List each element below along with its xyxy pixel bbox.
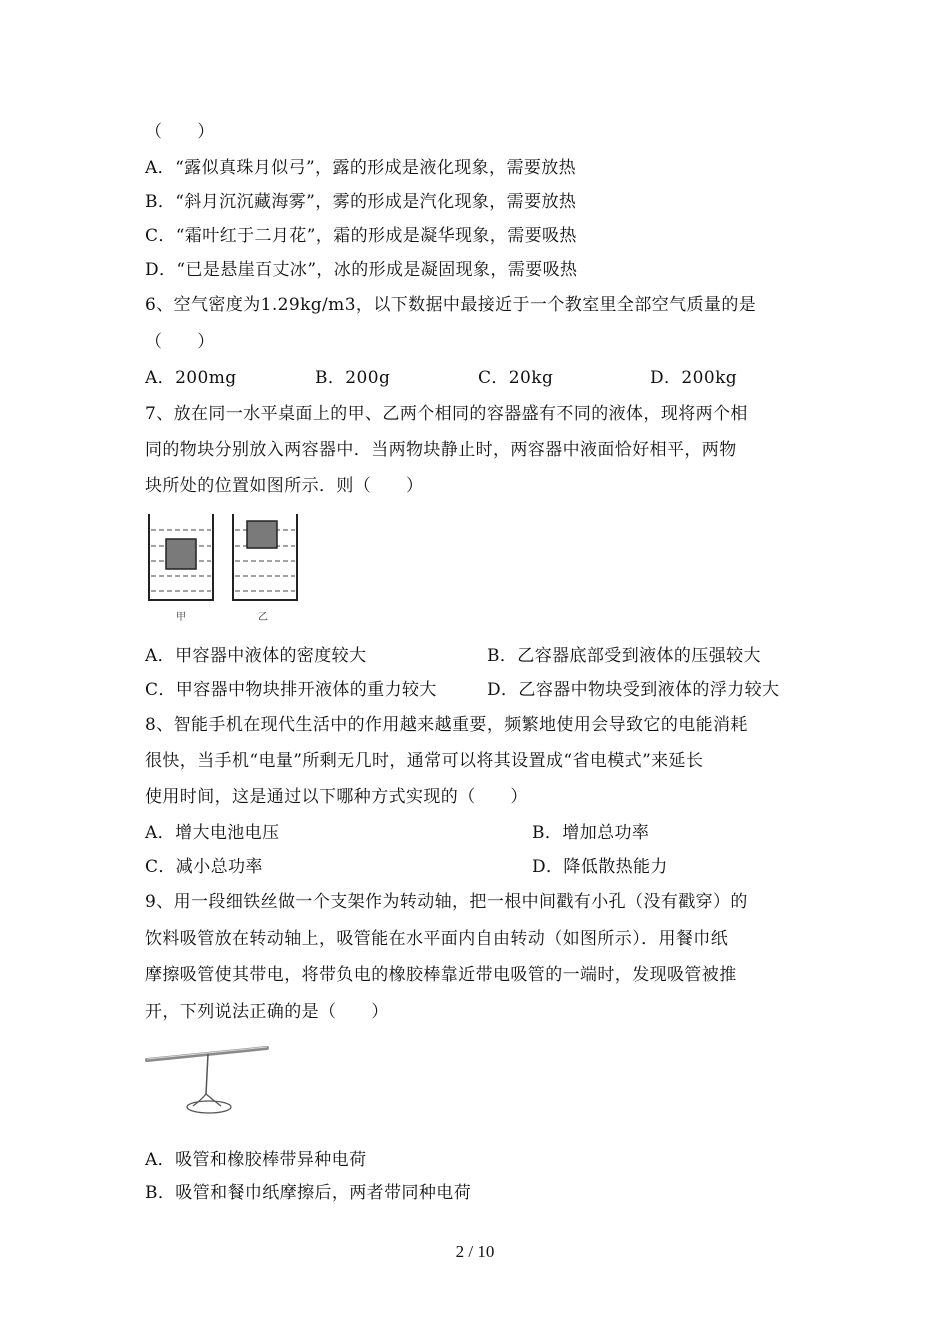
wire-stand: [206, 1054, 208, 1094]
straw: [147, 1048, 267, 1060]
q6-option-c: C．20kg: [478, 368, 554, 388]
q7-option-c: C．甲容器中物块排开液体的重力较大: [145, 680, 437, 700]
q7-option-b: B．乙容器底部受到液体的压强较大: [487, 646, 761, 666]
q9-option-b: B．吸管和餐巾纸摩擦后，两者带同种电荷: [145, 1183, 472, 1203]
q6-stem: 6、空气密度为1.29kg/m3，以下数据中最接近于一个教室里全部空气质量的是: [145, 295, 757, 315]
q8-option-d: D．降低散热能力: [532, 857, 668, 877]
container-jia: [149, 514, 213, 600]
q5-option-b: B．“斜月沉沉藏海雾”，雾的形成是汽化现象，需要放热: [145, 192, 577, 212]
q8-option-c: C．减小总功率: [145, 857, 263, 877]
q9-stem-line-3: 摩擦吸管使其带电，将带负电的橡胶棒靠近带电吸管的一端时，发现吸管被推: [145, 965, 737, 985]
q7-stem-line-3: 块所处的位置如图所示．则（ ）: [145, 476, 424, 496]
q9-stem-line-2: 饮料吸管放在转动轴上，吸管能在水平面内自由转动（如图所示）．用餐巾纸: [145, 929, 729, 949]
q9-stem-line-1: 9、用一段细铁丝做一个支架作为转动轴，把一根中间戳有小孔（没有戳穿）的: [145, 892, 748, 912]
q8-stem-line-2: 很快，当手机“电量”所剩无几时，通常可以将其设置成“省电模式”来延长: [145, 751, 704, 771]
q5-option-d: D．“已是悬崖百丈冰”，冰的形成是凝固现象，需要吸热: [145, 260, 578, 280]
q5-option-c: C．“霜叶红于二月花”，霜的形成是凝华现象，需要吸热: [145, 226, 577, 246]
q5-option-a: A．“露似真珠月似弓”，露的形成是液化现象，需要放热: [145, 158, 577, 178]
q7-stem-line-2: 同的物块分别放入两容器中．当两物块静止时，两容器中液面恰好相平，两物: [145, 440, 737, 460]
q6-option-b: B．200g: [315, 368, 391, 388]
label-yi: 乙: [258, 612, 268, 623]
q9-option-a: A．吸管和橡胶棒带异种电荷: [145, 1150, 367, 1170]
block-in-jia: [166, 539, 196, 569]
q9-straw-figure: [143, 1040, 273, 1120]
q7-option-d: D．乙容器中物块受到液体的浮力较大: [487, 680, 780, 700]
q8-stem-line-1: 8、智能手机在现代生活中的作用越来越重要，频繁地使用会导致它的电能消耗: [145, 715, 748, 735]
q8-option-a: A．增大电池电压: [145, 823, 280, 843]
container-yi: [233, 514, 297, 600]
label-jia: 甲: [176, 612, 186, 623]
wire-base: [187, 1101, 231, 1113]
q6-option-d: D．200kg: [650, 368, 738, 388]
page-number: 2 / 10: [455, 1242, 495, 1261]
q8-option-b: B．增加总功率: [532, 823, 650, 843]
q6-paren: （ ）: [145, 332, 215, 352]
q9-stem-line-4: 开，下列说法正确的是（ ）: [145, 1002, 389, 1022]
q7-container-figure: [140, 508, 310, 633]
block-in-yi: [247, 521, 277, 548]
q5-paren: （ ）: [145, 122, 215, 142]
q7-option-a: A．甲容器中液体的密度较大: [145, 646, 367, 666]
q8-stem-line-3: 使用时间，这是通过以下哪种方式实现的（ ）: [145, 787, 528, 807]
q6-option-a: A．200mg: [145, 368, 237, 388]
q7-stem-line-1: 7、放在同一水平桌面上的甲、乙两个相同的容器盛有不同的液体，现将两个相: [145, 404, 748, 424]
